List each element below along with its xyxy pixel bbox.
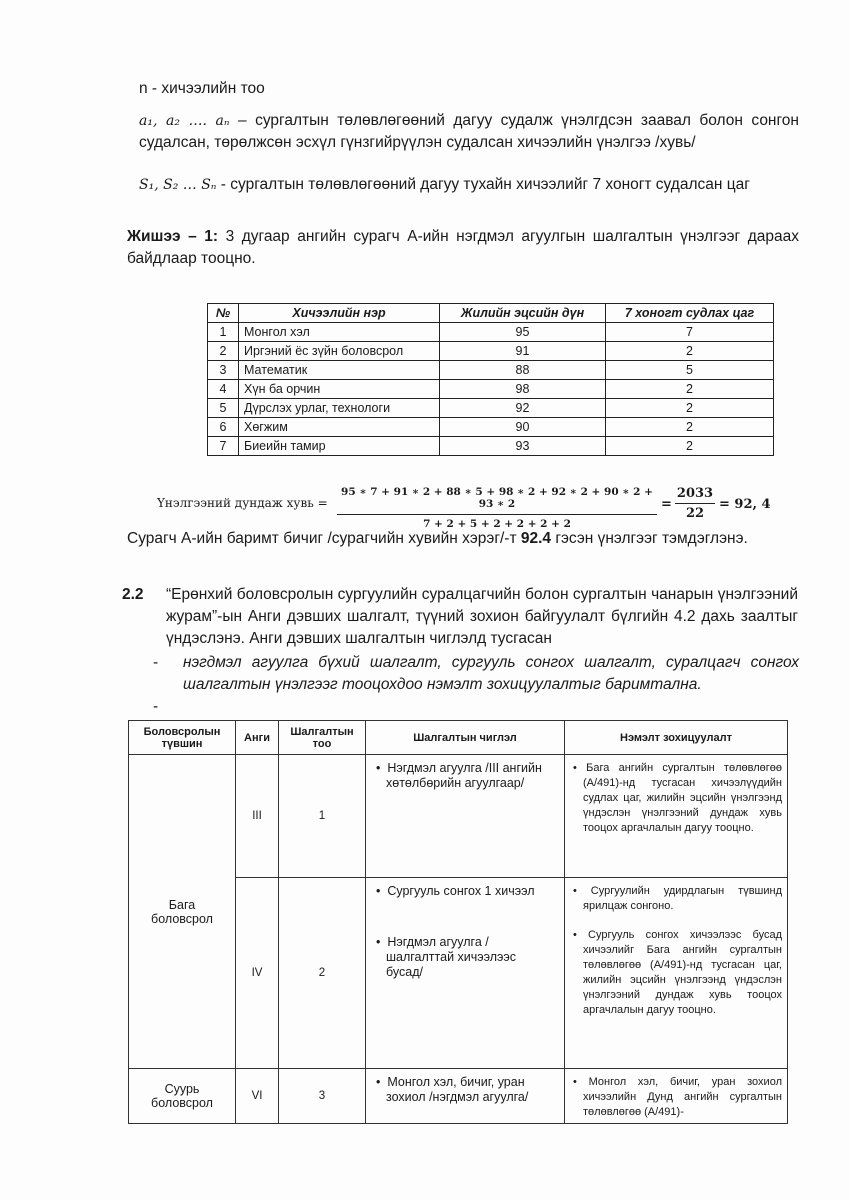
count-cell: 3 — [279, 1069, 366, 1124]
grade-cell: VI — [236, 1069, 279, 1124]
example-text: 3 дугаар ангийн сурагч А-ийн нэгдмэл агуулгын шалгалтын үнэлгээг дараах байдлаар тооцно. — [127, 228, 800, 267]
cell-num: 5 — [208, 399, 239, 418]
a-description: – сургалтын төлөвлөгөөний дагуу судалж үнэлгдсэн заавал болон сонгон судалсан, төрөлжсөн эсхүл гүнзгийрүүлэн судалсан хичээлийн үнэлгээ /хувь/ — [139, 112, 799, 151]
list-dash: - — [153, 654, 159, 671]
col-grade-header: Анги — [236, 721, 279, 755]
table-row — [208, 418, 774, 437]
cell-hours: 2 — [606, 342, 774, 361]
grade-cell: IV — [236, 878, 279, 1069]
direction-text: Нэгдмэл агуулга /III ангийн хөтөлбөрийн агуулгаар/ — [386, 761, 542, 790]
direction-cell — [366, 755, 565, 878]
direction-cell — [366, 878, 565, 1069]
note-item — [571, 761, 782, 836]
bullet: • — [376, 935, 381, 949]
cell-grade: 90 — [440, 418, 606, 437]
table-row — [129, 1069, 788, 1124]
example-paragraph — [127, 226, 799, 270]
s-definition — [139, 174, 799, 196]
table-row — [208, 342, 774, 361]
note-text: Бага ангийн сургалтын төлөвлөгөө (А/491)-нд тусгасан хичээлүүдийн судлах цаг, жилийн эцсийн үнэлгээнд үндэслэн үнэлгээний дундаж хувь тооцох аргачлалын дагуу тооцно. — [583, 762, 782, 834]
col-grade-header: Жилийн эцсийн дүн — [440, 304, 606, 323]
table-row — [129, 755, 788, 878]
list-item: нэгдмэл агуулга бүхий шалгалт, сургууль сонгох шалгалт, суралцагч сонгох шалгалтын үнэлгээг тооцохдоо нэмэлт зохицуулалтыг баримтална. — [183, 654, 799, 693]
col-level-header: Боловсролын түвшин — [129, 721, 236, 755]
table-row — [208, 399, 774, 418]
level-basic: Суурь боловсрол — [129, 1069, 236, 1124]
cell-hours: 7 — [606, 323, 774, 342]
bullet: • — [573, 762, 577, 774]
cell-subject: Монгол хэл — [239, 323, 440, 342]
col-direction-header: Шалгалтын чиглэл — [366, 721, 565, 755]
s-description: - сургалтын төлөвлөгөөний дагуу тухайн хичээлийг 7 хоногт судалсан цаг — [220, 176, 750, 193]
direction-item — [374, 884, 554, 899]
example-label: Жишээ – 1: — [127, 228, 219, 245]
s-symbol: S₁, S₂ … Sₙ — [139, 177, 217, 193]
fraction-bar — [337, 514, 657, 515]
n-definition: n - хичээлийн тоо — [139, 80, 265, 97]
table-row — [208, 380, 774, 399]
record-value: 92.4 — [520, 530, 552, 547]
bullet: • — [376, 761, 381, 775]
direction-text: Нэгдмэл агуулга /шалгалттай хичээлээс бусад/ — [386, 935, 517, 979]
note-cell — [565, 1069, 788, 1124]
cell-grade: 91 — [440, 342, 606, 361]
count-cell: 2 — [279, 878, 366, 1069]
cell-num: 3 — [208, 361, 239, 380]
bullet: • — [376, 884, 381, 898]
cell-hours: 2 — [606, 418, 774, 437]
direction-cell — [366, 1069, 565, 1124]
formula-equals: = — [661, 497, 672, 512]
table-row — [208, 323, 774, 342]
a-definition — [139, 110, 799, 154]
direction-item — [374, 1075, 554, 1105]
note-item — [571, 1075, 782, 1120]
cell-subject: Математик — [239, 361, 440, 380]
grades-table-header — [208, 304, 774, 323]
cell-hours: 5 — [606, 361, 774, 380]
cell-hours: 2 — [606, 399, 774, 418]
direction-text: Монгол хэл, бичиг, уран зохиол /нэгдмэл агуулга/ — [386, 1075, 529, 1104]
cell-num: 7 — [208, 437, 239, 456]
note-item — [571, 884, 782, 914]
cell-num: 1 — [208, 323, 239, 342]
note-cell — [565, 755, 788, 878]
formula-denominator: 7 + 2 + 5 + 2 + 2 + 2 + 2 — [423, 518, 571, 530]
cell-num: 4 — [208, 380, 239, 399]
cell-grade: 92 — [440, 399, 606, 418]
cell-subject: Хөгжим — [239, 418, 440, 437]
cell-hours: 2 — [606, 437, 774, 456]
cell-grade: 95 — [440, 323, 606, 342]
result-denominator: 22 — [685, 506, 705, 521]
note-text: Сургуулийн удирдлагын түвшинд ярилцаж сонгоно. — [583, 885, 782, 912]
section-number: 2.2 — [122, 586, 144, 603]
table-row — [208, 437, 774, 456]
result-bar — [675, 503, 715, 504]
cell-hours: 2 — [606, 380, 774, 399]
result-numerator: 2033 — [676, 486, 714, 501]
section-text: “Ерөнхий боловсролын сургуулийн суралцагчийн болон сургалтын чанарын үнэлгээний журам”-ын Анги дэвших шалгалт, түүний зохион байгуулалт бүлгийн 4.2 дахь заалтыг үндэслэнэ. Анги дэвших шалгалтын чиглэлд тусгасан — [166, 586, 798, 647]
cell-grade: 88 — [440, 361, 606, 380]
record-paragraph — [127, 528, 799, 550]
cell-subject: Хүн ба орчин — [239, 380, 440, 399]
a-symbol: a₁, a₂ …. aₙ — [139, 113, 230, 129]
direction-text: Сургууль сонгох 1 хичээл — [387, 884, 535, 898]
count-cell: 1 — [279, 755, 366, 878]
record-text: Сурагч А-ийн баримт бичиг /сурагчийн хувийн хэрэг/-т — [127, 530, 521, 547]
record-text-end: гэсэн үнэлгээг тэмдэглэнэ. — [551, 530, 748, 547]
direction-item — [374, 935, 554, 980]
cell-num: 2 — [208, 342, 239, 361]
result-fraction — [675, 486, 715, 521]
cell-subject: Иргэний ёс зүйн боловсрол — [239, 342, 440, 361]
bullet: • — [376, 1075, 381, 1089]
col-subject-header: Хичээлийн нэр — [239, 304, 440, 323]
cell-num: 6 — [208, 418, 239, 437]
average-formula — [157, 486, 771, 530]
bullet: • — [573, 929, 577, 941]
direction-item — [374, 761, 554, 791]
formula-label: Үнэлгээний дундаж хувь = — [157, 496, 328, 510]
col-hours-header: 7 хоногт судлах цаг — [606, 304, 774, 323]
note-text: Монгол хэл, бичиг, уран зохиол хичээлийн Дунд ангийн сургалтын төлөвлөгөө (А/491)- — [583, 1076, 782, 1118]
bullet: • — [573, 885, 577, 897]
cell-subject: Биеийн тамир — [239, 437, 440, 456]
grades-table — [207, 303, 774, 456]
table-row — [208, 361, 774, 380]
formula-numerator: 95 ∗ 7 + 91 ∗ 2 + 88 ∗ 5 + 98 ∗ 2 + 92 ∗ 2 + 90 ∗ 2 + 93 ∗ 2 — [341, 486, 653, 510]
note-item — [571, 928, 782, 1018]
note-cell — [565, 878, 788, 1069]
cell-subject: Дүрслэх урлаг, технологи — [239, 399, 440, 418]
list-dash-2: - — [153, 698, 159, 715]
table-header-row — [129, 721, 788, 755]
cell-grade: 93 — [440, 437, 606, 456]
exam-rules-table — [128, 720, 788, 1124]
col-num-header: № — [208, 304, 239, 323]
level-primary: Бага боловсрол — [129, 755, 236, 1069]
note-text: Сургууль сонгох хичээлээс бусад хичээлийг Бага ангийн сургалтын төлөвлөгөө (А/491)-нд тусгасан цаг, жилийн эцсийн үнэлгээнд үндэслэн үнэлгээний дундаж хувь тооцох аргачлалын дагуу тооцно. — [583, 929, 782, 1016]
col-note-header: Нэмэлт зохицуулалт — [565, 721, 788, 755]
cell-grade: 98 — [440, 380, 606, 399]
bullet: • — [573, 1076, 577, 1088]
col-count-header: Шалгалтын тоо — [279, 721, 366, 755]
grade-cell: III — [236, 755, 279, 878]
formula-result: = 92, 4 — [719, 497, 771, 512]
